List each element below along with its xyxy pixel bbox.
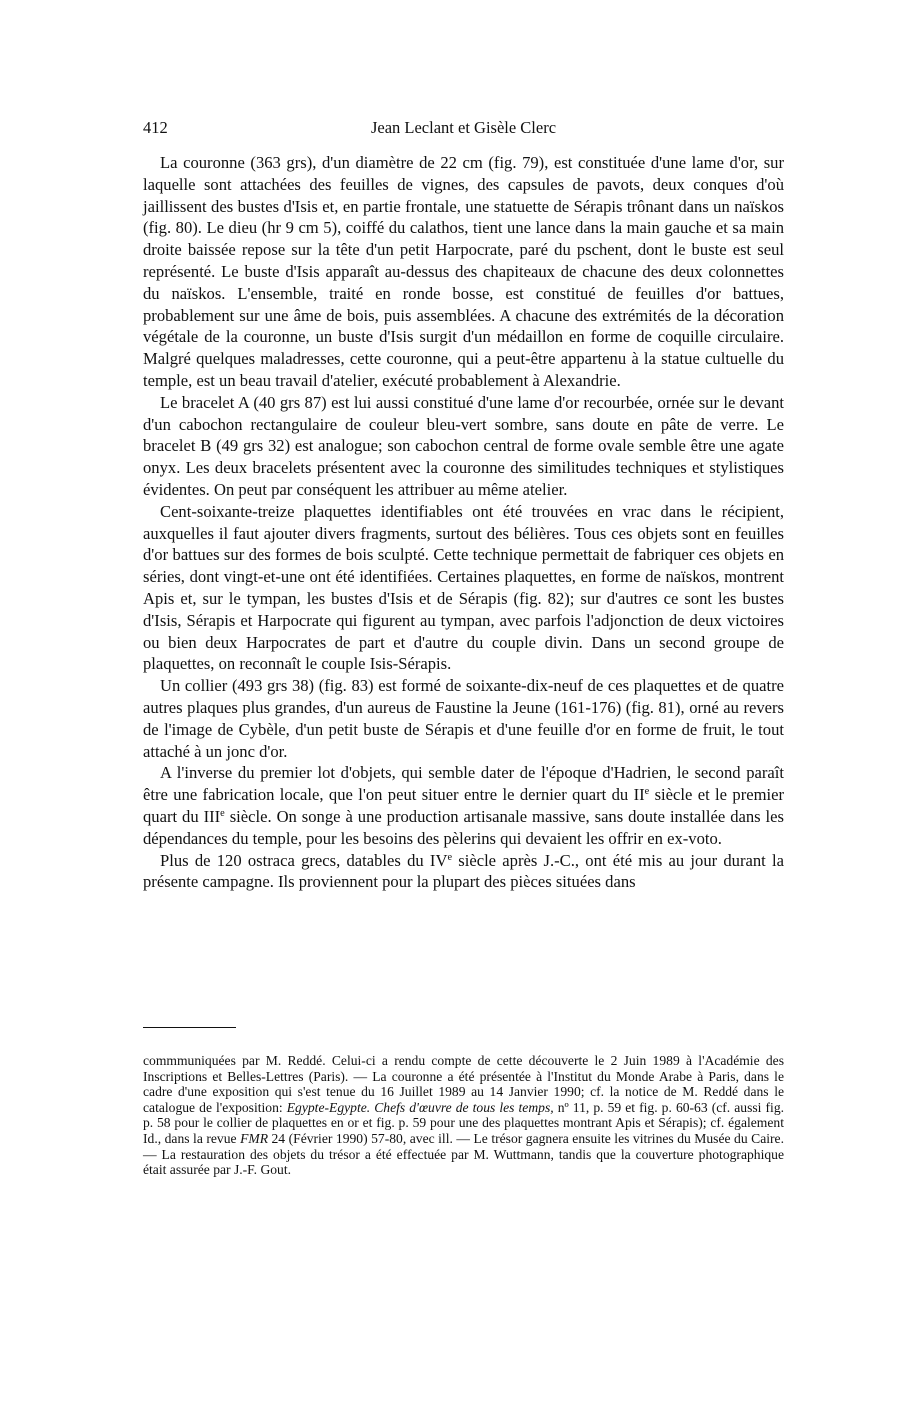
running-title: Jean Leclant et Gisèle Clerc (370, 118, 557, 137)
paragraph-necklace: Un collier (493 grs 38) (fig. 83) est formé de soixante-dix-neuf de ces plaquettes et de quatre autres plaques plus grandes, d'un aureus de Faustine la Jeune (161-176) (fig. 81), orné au revers de l'image de Cybèle, d'un petit buste de Sérapis et d'une feuille d'or en forme de fruit, le tout attaché à un jonc d'or. (143, 676, 784, 761)
footnote-separator (143, 1027, 236, 1028)
italic-title: FMR (240, 1130, 268, 1146)
superscript: e (447, 851, 453, 863)
italic-title: Egypte-Egypte. Chefs d'œuvre de tous les temps, (286, 1099, 554, 1115)
paragraph-crown: La couronne (363 grs), d'un diamètre de 22 cm (fig. 79), est constituée d'une lame d'or, sur laquelle sont attachées des feuilles de vignes, des capsules de pavots, deux conques d'où jaillissent des bustes d'Isis et, en partie frontale, une statuette de Sérapis trônant dans un naïskos (fig. 80). Le dieu (hr 9 cm 5), coiffé du calathos, tient une lance dans la main gauche et sa main droite baissée repose sur la tête d'un petit Harpocrate, paré du pschent, dont le buste est seul représenté. Le buste d'Isis apparaît au-dessus des chapiteaux de chacune des deux colonnettes du naïskos. L'ensemble, traité en ronde bosse, est constitué de feuilles d'or battues, probablement sur une âme de bois, puis assemblées. A chacune des extrémités de la décoration végétale de la couronne, un buste d'Isis surgit d'un médaillon en forme de coquille circulaire. Malgré quelques maladresses, cette couronne, qui a peut-être appartenu à la statue cultuelle du temple, est un beau travail d'atelier, exécuté probablement à Alexandrie. (143, 153, 784, 390)
paragraph-plaquettes: Cent-soixante-treize plaquettes identifiables ont été trouvées en vrac dans le récipient, auxquelles il faut ajouter divers fragments, surtout des bélières. Tous ces objets sont en feuilles d'or battues sur des formes de bois sculpté. Cette technique permettait de fabriquer ces objets en séries, dont vingt-et-une ont été identifiées. Certaines plaquettes, en forme de naïskos, montrent Apis et, sur le tympan, les bustes d'Isis et de Sérapis (fig. 82); sur d'autres ce sont les bustes d'Isis, Sérapis et Harpocrate qui figurent au tympan, avec parfois l'adjonction de deux victoires ou bien deux Harpocrates de part et d'autre du couple divin. Dans un second groupe de plaquettes, on reconnaît le couple Isis-Sérapis. (143, 501, 784, 674)
paragraph-bracelets: Le bracelet A (40 grs 87) est lui aussi constitué d'une lame d'or recourbée, ornée sur le devant d'un cabochon rectangulaire de couleur bleu-vert sombre, sans doute en pâte de verre. Le bracelet B (49 grs 32) est analogue; son cabochon central de forme ovale semble être une agate onyx. Les deux bracelets présentent avec la couronne des similitudes techniques et stylistiques évidentes. On peut par conséquent les attribuer au même atelier. (143, 392, 784, 499)
body-text (143, 152, 784, 893)
text-segment: siècle. On songe à une production artisanale massive, sans doute installée dans les dépendances du temple, pour les besoins des pèlerins qui devaient les offrir en ex-voto. (143, 806, 784, 848)
footnote-text (143, 1053, 784, 1178)
paragraph-dating (143, 762, 784, 849)
text-segment: siècle et le premier quart du III (143, 785, 784, 826)
superscript: e (644, 785, 650, 797)
text-segment: nº 11, p. 59 et fig. p. 60-63 (cf. aussi fig. p. 58 pour le collier de plaquettes en or et fig. p. 59 pour une des plaquettes montrant Apis et Sérapis); cf. également Id., dans la revue (143, 1099, 785, 1146)
running-header (143, 118, 784, 142)
text-segment: Plus de 120 ostraca grecs, datables du IV (160, 850, 448, 870)
paragraph-ostraca (143, 850, 784, 894)
text-segment: A l'inverse du premier lot d'objets, qui semble dater de l'époque d'Hadrien, le second paraît être une fabrication locale, que l'on peut situer entre le dernier quart du II (143, 763, 784, 805)
text-segment: commmuniquées par M. Reddé. Celui-ci a rendu compte de cette découverte le 2 Juin 1989 à l'Académie des Inscriptions et Belles-Lettres (Paris). — La couronne a été présentée à l'Institut du Monde Arabe à Paris, dans le cadre d'une exposition qui s'est tenue du 16 Juillet 1989 au 14 Janvier 1990; cf. la notice de M. Reddé dans le catalogue de l'exposition: (143, 1053, 784, 1115)
text-segment: siècle après J.-C., ont été mis au jour durant la présente campagne. Ils proviennent pour la plupart des pièces situées dans (143, 850, 784, 892)
page-number: 412 (143, 118, 168, 137)
footnote (143, 1053, 784, 1178)
text-segment: 24 (Février 1990) 57-80, avec ill. — Le trésor gagnera ensuite les vitrines du Musée du Caire. — La restauration des objets du trésor a été effectuée par M. Wuttmann, tandis que la couverture photographique était assurée par J.-F. Gout. (143, 1130, 784, 1178)
superscript: e (220, 807, 225, 819)
